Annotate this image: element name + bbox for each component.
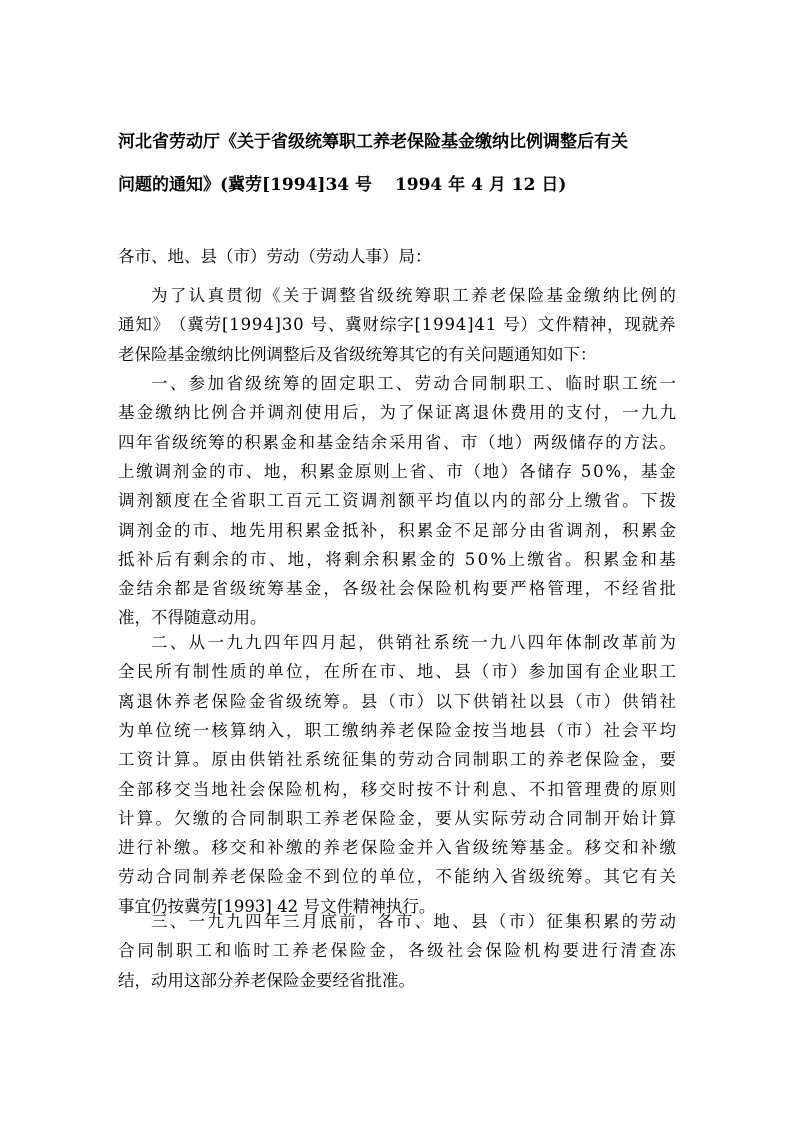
paragraph-section-3-line: 三 、 一 九 九 四 年 三 月 底 前 ， 各 市 、 地 、 县 （ 市 ） 征 集 积 累 的 劳 动 (151, 912, 676, 931)
paragraph-section-1-line: 调 剂 额 度 在 全 省 职 工 百 元 工 资 调 剂 额 平 均 值 以 内 的 部 分 上 缴 省 。 下 拨 (118, 491, 676, 511)
paragraph-section-2-line: 全 民 所 有 制 性 质 的 单 位 ， 在 所 在 市 、 地 、 县 （ 市 ） 参 加 国 有 企 业 职 工 (118, 662, 676, 682)
paragraph-section-2-line: 劳 动 合 同 制 养 老 保 险 金 不 到 位 的 单 位 ， 不 能 纳 入 省 级 统 筹 。 其 它 有 关 (118, 867, 676, 887)
salutation: 各市、地、县（市）劳动（劳动人事）局： (118, 247, 432, 266)
paragraph-section-3-line: 合 同 制 职 工 和 临 时 工 养 老 保 险 金 ， 各 级 社 会 保 险 机 构 要 进 行 清 查 冻 (118, 941, 676, 961)
paragraph-section-3-line: 结，动用这部分养老保险金要经省批准。 (118, 970, 415, 990)
document-title-line-1: 河北省劳动厅《关于省级统筹职工养老保险基金缴纳比例调整后有关 (118, 132, 628, 152)
paragraph-section-1-line: 基 金 缴 纳 比 例 合 并 调 剂 使 用 后 ， 为 了 保 证 离 退 休 费 用 的 支 付 ， 一 九 九 (118, 403, 676, 423)
paragraph-section-1-line: 准，不得随意动用。 (118, 608, 267, 628)
paragraph-section-2-line: 为 单 位 统 一 核 算 纳 入 ， 职 工 缴 纳 养 老 保 险 金 按 当 地 县 （ 市 ） 社 会 平 均 (118, 720, 676, 740)
paragraph-section-2-line: 全 部 移 交 当 地 社 会 保 险 机 构 ， 移 交 时 按 不 计 利 息 、 不 扣 管 理 费 的 原 则 (118, 779, 676, 799)
paragraph-section-1-line: 抵 补 后 有 剩 余 的 市 、 地 ， 将 剩 余 积 累 金 的 5 0 % 上 缴 省 。 积 累 金 和 基 (118, 549, 676, 569)
paragraph-intro-line: 通 知 》 （ 冀 劳 [ 1 9 9 4 ] 3 0 号 、 冀 财 综 字 [ 1 9 9 4 ] 4 1 号 ） 文 件 精 神 ， 现 就 养 (118, 315, 676, 335)
document-title-line-2: 问题的通知》(冀劳[1994]34 号 1994 年 4 月 12 日) (118, 175, 567, 195)
paragraph-section-1-line: 四 年 省 级 统 筹 的 积 累 金 和 基 金 结 余 采 用 省 、 市 （ 地 ） 两 级 储 存 的 方 法 。 (118, 432, 676, 452)
paragraph-section-1-line: 调 剂 金 的 市 、 地 先 用 积 累 金 抵 补 ， 积 累 金 不 足 部 分 由 省 调 剂 ， 积 累 金 (118, 520, 676, 540)
paragraph-section-1-line: 金 结 余 都 是 省 级 统 筹 基 金 ， 各 级 社 会 保 险 机 构 要 严 格 管 理 ， 不 经 省 批 (118, 579, 676, 599)
paragraph-section-2-line: 离 退 休 养 老 保 险 金 省 级 统 筹 。 县 （ 市 ） 以 下 供 销 社 以 县 （ 市 ） 供 销 社 (118, 691, 676, 711)
paragraph-intro-line: 老保险基金缴纳比例调整后及省级统筹其它的有关问题通知如下： (118, 344, 597, 364)
paragraph-section-2-line: 工 资 计 算 。 原 由 供 销 社 系 统 征 集 的 劳 动 合 同 制 职 工 的 养 老 保 险 金 ， 要 (118, 750, 676, 770)
paragraph-intro-line: 为 了 认 真 贯 彻 《 关 于 调 整 省 级 统 筹 职 工 养 老 保 险 基 金 缴 纳 比 例 的 (151, 286, 676, 305)
paragraph-section-2-line: 计 算 。 欠 缴 的 合 同 制 职 工 养 老 保 险 金 ， 要 从 实 际 劳 动 合 同 制 开 始 计 算 (118, 808, 676, 828)
paragraph-section-2-line: 二 、 从 一 九 九 四 年 四 月 起 ， 供 销 社 系 统 一 九 八 四 年 体 制 改 革 前 为 (151, 633, 676, 652)
paragraph-section-2-line: 事宜仍按冀劳[1993] 42 号文件精神执行。 (118, 896, 436, 916)
paragraph-section-2-line: 进 行 补 缴 。 移 交 和 补 缴 的 养 老 保 险 金 并 入 省 级 统 筹 基 金 。 移 交 和 补 缴 (118, 838, 676, 858)
paragraph-section-1-line: 一 、 参 加 省 级 统 筹 的 固 定 职 工 、 劳 动 合 同 制 职 工 、 临 时 职 工 统 一 (151, 374, 676, 393)
paragraph-section-1-line: 上 缴 调 剂 金 的 市 、 地 ， 积 累 金 原 则 上 省 、 市 （ 地 ） 各 储 存 5 0 % ， 基 金 (118, 461, 676, 481)
